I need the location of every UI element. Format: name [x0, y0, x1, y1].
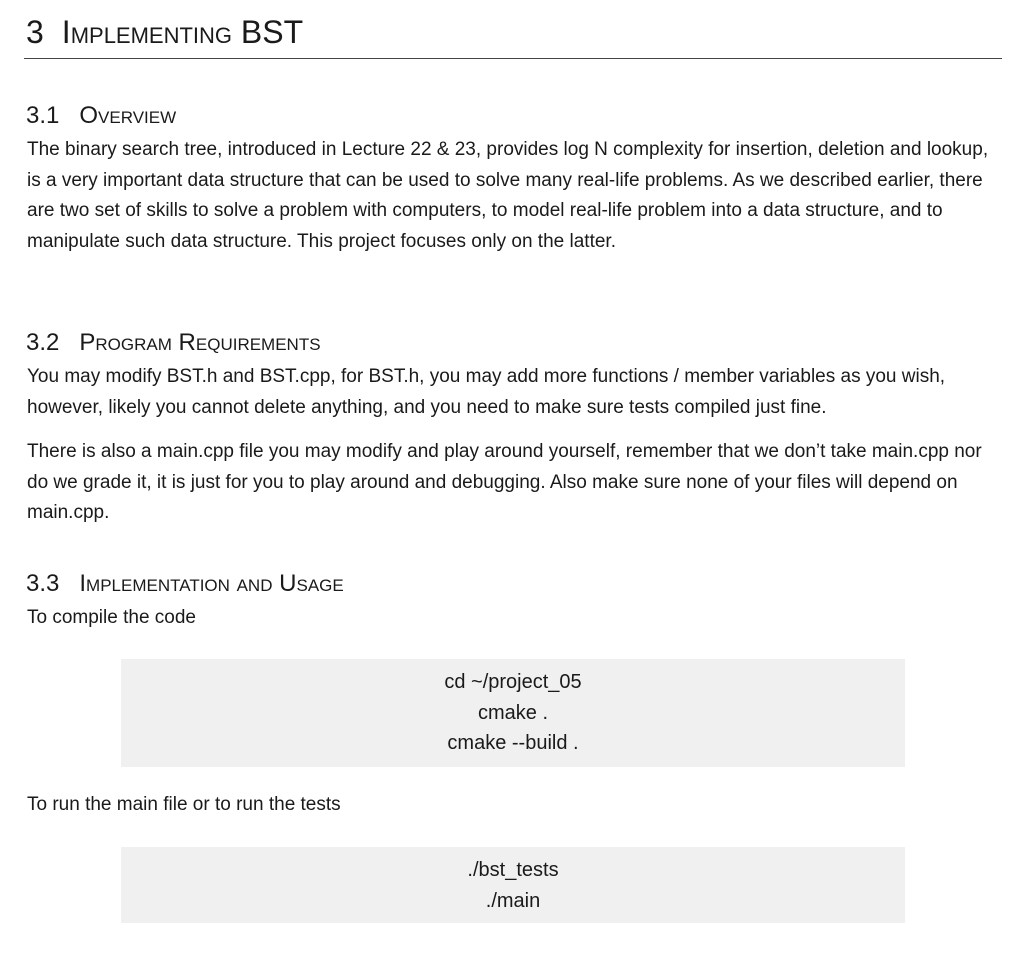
- code-line: cmake --build .: [447, 732, 579, 754]
- overview-paragraph: The binary search tree, introduced in Lecture 22 & 23, provides log N complexity for insertion, deletion and lookup, is a very important data structure that can be used to solve many real-life problems. As we described earlier, there are two set of skills to solve a problem with computers, to model real-life problem into a data structure, and to manipulate such data structure. This project focuses only on the latter.: [27, 139, 989, 252]
- heading-rule: [24, 58, 1002, 59]
- compile-code-block: [121, 659, 905, 767]
- requirements-number: 3.2: [26, 329, 60, 356]
- overview-heading: [26, 101, 176, 131]
- code-line: cd ~/project_05: [444, 671, 582, 693]
- requirements-paragraph-2: There is also a main.cpp file you may modify and play around yourself, remember that we don’t take main.cpp nor do we grade it, it is just for you to play around and debugging. Also make sure none of your files will depend on main.cpp.: [27, 441, 982, 523]
- overview-title: Overview: [79, 102, 177, 129]
- requirements-title: Program Requirements: [79, 329, 321, 356]
- compile-intro: To compile the code: [27, 607, 196, 628]
- section-number: 3: [26, 14, 44, 50]
- usage-number: 3.3: [26, 570, 60, 597]
- overview-number: 3.1: [26, 102, 60, 129]
- requirements-heading: [26, 328, 321, 358]
- section-heading: [26, 12, 303, 52]
- run-intro: To run the main file or to run the tests: [27, 794, 341, 815]
- code-line: cmake .: [477, 701, 549, 724]
- usage-heading: [26, 569, 344, 599]
- usage-title: Implementation and Usage: [79, 570, 344, 597]
- code-line: ./main: [485, 889, 541, 912]
- run-code-block: [121, 847, 905, 923]
- requirements-paragraph-1: You may modify BST.h and BST.cpp, for BST.h, you may add more functions / member variables as you wish, however, likely you cannot delete anything, and you need to make sure tests compiled just fine.: [27, 366, 946, 418]
- section-title: Implementing BST: [61, 14, 304, 50]
- code-line: ./bst_tests: [467, 859, 559, 881]
